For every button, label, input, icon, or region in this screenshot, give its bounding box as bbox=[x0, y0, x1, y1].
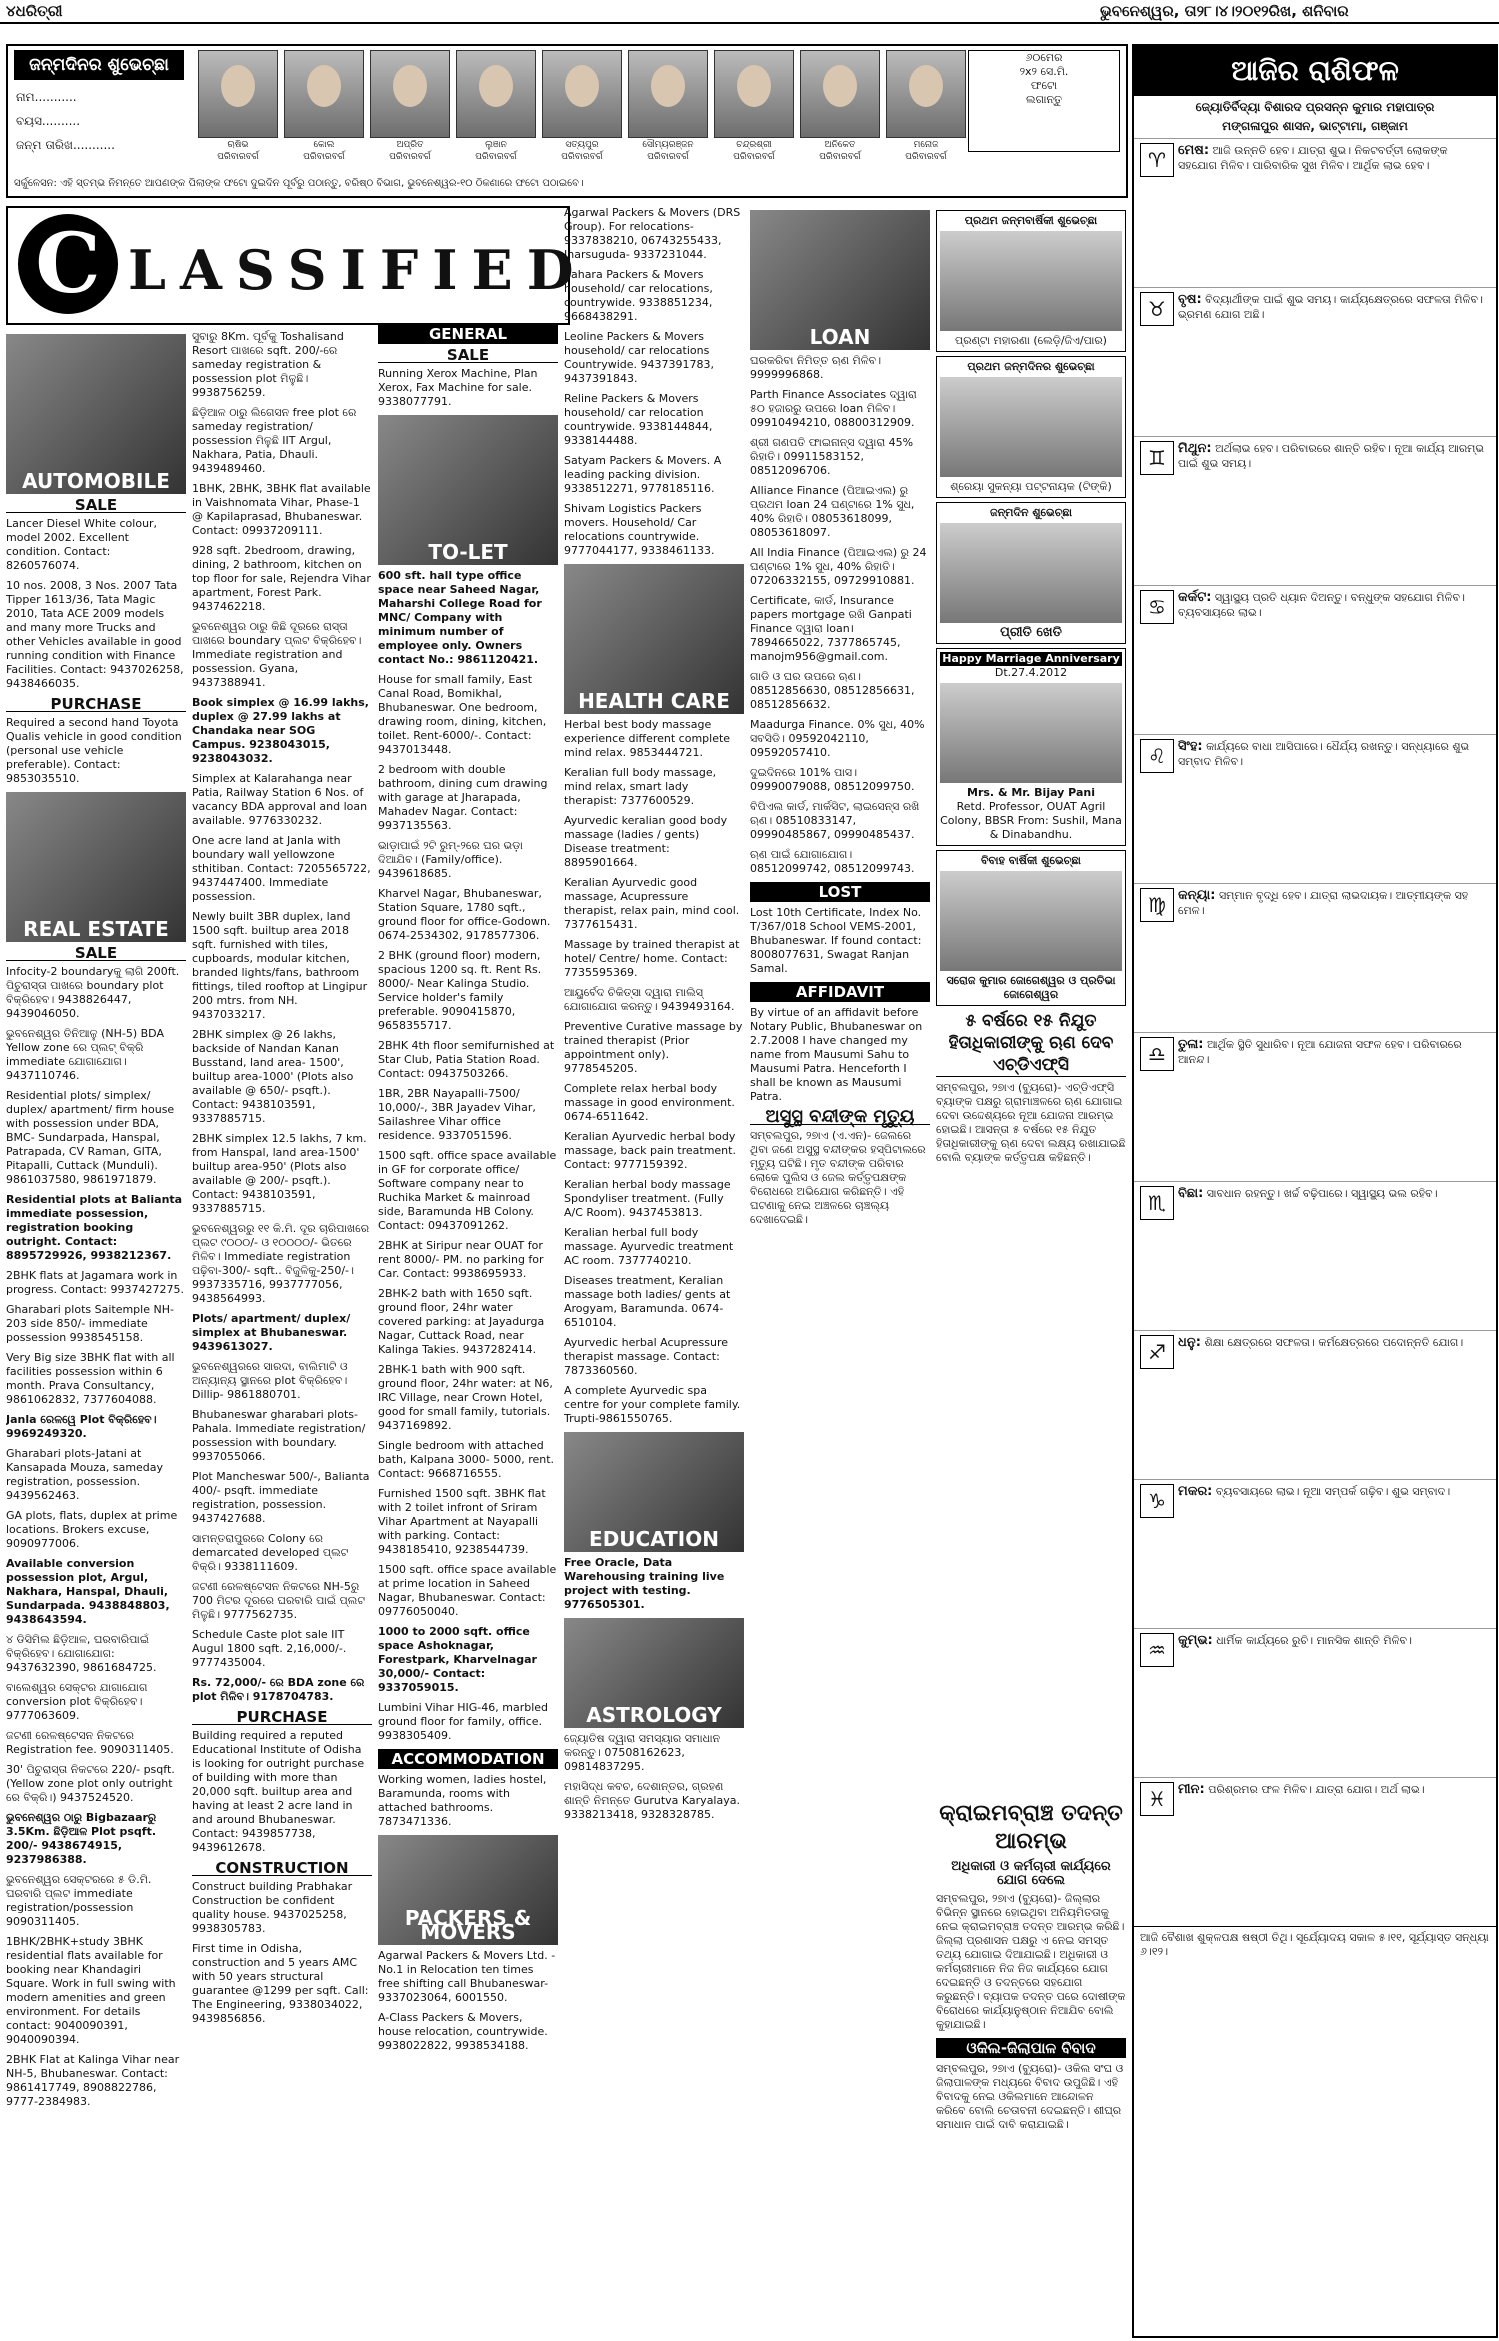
rashi-sign-aries: ♈ ମେଷ: ଆଜି ଉନ୍ନତି ହେବ। ଯାତ୍ରା ଶୁଭ। ନିକଟବର୍ତ୍ତୀ ଲୋକଙ୍କ ସହଯୋଗ ମିଳିବ। ପାରିବାରିକ ସୁଖ ମିଳିବ। ଆର୍ଥିକ ଲାଭ ହେବ। bbox=[1134, 138, 1496, 287]
classified-ad: Janla ରେଳୱେ Plot ବିକ୍ରିହେବ। 9969249320. bbox=[6, 1413, 157, 1440]
classified-ad: By virtue of an affidavit before Notary Public, Bhubaneswar on 2.7.2008 I have changed my name from Mausumi Sahu to Mausumi Patra. Henceforth I shall be known as Mausumi Patra. bbox=[750, 1006, 923, 1103]
classified-ad: Parth Finance Associates ଦ୍ୱାରା ୫୦ ହଜାରରୁ ଉପରେ loan ମିଳିବ। 09910494210, 08800312909. bbox=[750, 388, 917, 429]
column-automobile-realestate bbox=[6, 330, 186, 2330]
packers-movers-banner: PACKERS & MOVERS bbox=[378, 1835, 558, 1945]
classified-ad: 2BHK at Siripur near OUAT for rent 8000/- PM. no parking for Car. Contact: 9938695933. bbox=[378, 1239, 544, 1280]
education-banner: EDUCATION bbox=[564, 1432, 744, 1552]
classified-ad: 1500 sqft. office space available at prime location in Saheed Nagar, Bhubaneswar. Contact: 09776050040. bbox=[378, 1563, 557, 1618]
classified-ad: House for small family, East Canal Road, Bomikhal, Bhubaneswar. One bedroom, drawing room, dining, kitchen, toilet. Rent-6000/-. Contact: 9437013448. bbox=[378, 673, 547, 756]
rashifal-panel bbox=[1132, 44, 1498, 2338]
classified-ad: Lost 10th Certificate, Index No. T/367/018 School VEMS-2001, Bhubaneswar. If found contact: 8008077631, Swagat Ranjan Samal. bbox=[750, 906, 922, 975]
section-sale: SALE bbox=[6, 498, 186, 513]
section-construction: CONSTRUCTION bbox=[192, 1861, 372, 1876]
classified-ad: Running Xerox Machine, Plan Xerox, Fax Machine for sale. 9338077791. bbox=[378, 367, 538, 408]
birthday-title: ଜନ୍ମଦିନର ଶୁଭେଚ୍ଛା bbox=[14, 50, 184, 80]
pisces-icon: ♓ bbox=[1140, 1782, 1174, 1816]
classified-ad: Reline Packers & Movers household/ car relocation countrywide. 9338144844, 9338144488. bbox=[564, 392, 713, 447]
rashifal-author: ଜ୍ୟୋତିର୍ବିଦ୍ୟା ବିଶାରଦ ପ୍ରସନ୍ନ କୁମାର ମହାପାତ୍ର bbox=[1195, 100, 1435, 114]
classified-ad: ୪ ଡିସିମିଲ ଛିଡ଼ିଆଳ, ଘରବାରିପାଇଁ ବିକ୍ରିହେବ। ଯୋଗାଯୋଗ: 9437632390, 9861684725. bbox=[6, 1633, 157, 1674]
classified-word: LASSIFIED bbox=[128, 238, 588, 302]
child-photo: କୋଲ ପରିବାରବର୍ଗ bbox=[284, 50, 364, 168]
box-headline: ଓକିଲ-ଜିଲାପାଳ ବିବାଦ bbox=[936, 2038, 1126, 2058]
real-estate-banner: REAL ESTATE bbox=[6, 792, 186, 942]
child-photo: ଅନିକେତ ପରିବାରବର୍ଗ bbox=[800, 50, 880, 168]
classified-ad: ଭୁବନେଶ୍ୱରରେ ସାରଦା, ବାଲିମାଟି ଓ ଅନ୍ୟାନ୍ୟ ସ୍ଥାନରେ plot ବିକ୍ରିହେବ। Dillip- 9861880701. bbox=[192, 1360, 348, 1401]
form-field-dob: ଜନ୍ମ ତାରିଖ........... bbox=[16, 138, 115, 152]
classified-ad: ସାମନ୍ତରାପୁରରେ Colony ରେ demarcated developed ପ୍ଲଟ ବିକ୍ରି। 9338111609. bbox=[192, 1532, 349, 1573]
child-photo: ଋଷିଭ ପରିବାରବର୍ଗ bbox=[198, 50, 278, 168]
classified-ad: Gharabari plots Saitemple NH-203 side 850/- immediate possession 9938545158. bbox=[6, 1303, 174, 1344]
classified-ad: ଜଟଣୀ ରେଳଷ୍ଟେସନ ନିକଟରେ Registration fee. 9090311405. bbox=[6, 1729, 174, 1756]
classified-ad: Gharabari plots-Jatani at Kansapada Mouza, sameday registration, possession. 9439562463. bbox=[6, 1447, 164, 1502]
section-sale: SALE bbox=[6, 946, 186, 961]
classified-ad: 1500 sqft. office space available in GF for corporate office/ Software company near to Ruchika Market & mainroad side, Baramunda HB Colony. Contact: 09437091262. bbox=[378, 1149, 557, 1232]
news-body: ସମ୍ବଲପୁର, ୨୭ାଏ (ଏ.ଏନ)- ଜେଲରେ ଥିବା ଜଣେ ଅସୁସ୍ଥ ବନ୍ଦୀଙ୍କର ହସ୍ପିଟାଲରେ ମୃତ୍ୟୁ ଘଟିଛି। ମୃତ ବନ୍ଦୀଙ୍କ ପରିବାର ଲୋକେ ପୁଲିସ ଓ ଜେଲ କର୍ତ୍ତୃପକ୍ଷଙ୍କ ବିରୋଧରେ ଅଭିଯୋଗ କରିଛନ୍ତି। ଏହି ଘଟଣାକୁ ନେଇ ଅଞ୍ଚଳରେ ଚାଞ୍ଚଲ୍ୟ ଦେଖାଦେଇଛି। bbox=[750, 1129, 926, 1226]
greeting-anniversary-2: ବିବାହ ବାର୍ଷିକୀ ଶୁଭେଚ୍ଛା ସରୋଜ କୁମାର ଜୋଗେଶ୍ୱର ଓ ପ୍ରତିଭା ଜୋଗେଶ୍ୱର bbox=[936, 850, 1126, 1006]
classified-ad: One acre land at Janla with boundary wall yellowzone sthitiban. Contact: 7205565722, 9437447400. Immediate possession. bbox=[192, 834, 371, 903]
birthday-photos bbox=[198, 50, 958, 170]
classified-ad: ଶ୍ରୀ ଗଣପତି ଫାଇନାନ୍ସ ଦ୍ୱାରା 45% ରିହାତି। 09911583152, 08512096706. bbox=[750, 436, 914, 477]
photo-size-box: ୬୦ମେର ୨x୨ ସେ.ମି. ଫଟୋ ଲଗାନ୍ତୁ bbox=[968, 50, 1120, 152]
story-headline: ୫ ବର୍ଷରେ ୧୫ ନିଯୁତ ହିତାଧିକାରୀଙ୍କୁ ଋଣ ଦେବ ଏଚ୍‌ଡିଏଫ୍‌ସି bbox=[936, 1010, 1126, 1077]
classified-ad: Massage by trained therapist at hotel/ Centre/ home. Contact: 7735595369. bbox=[564, 938, 740, 979]
classified-ad: 2 bedroom with double bathroom, dining cum drawing with garage at Jharapada, Mahadev Nagar. Contact: 9937135563. bbox=[378, 763, 548, 832]
classified-ad: Building required a reputed Educational Institute of Odisha is looking for outright purchase of building with more than 20,000 sqft. builtup area and having at least 2 acre land in and around Bhubaneswar. Contact: 9439857738, 9439612678. bbox=[192, 1729, 365, 1854]
column-general-tolet bbox=[378, 320, 558, 2330]
rashi-sign-leo: ♌ ସିଂହ: କାର୍ଯ୍ୟରେ ବାଧା ଆସିପାରେ। ଧୈର୍ଯ୍ୟ ରଖନ୍ତୁ। ସନ୍ଧ୍ୟାରେ ଶୁଭ ସମ୍ବାଦ ମିଳିବ। bbox=[1134, 734, 1496, 883]
classified-ad: ଜ୍ୟୋତିଷ ଦ୍ୱାରା ସମସ୍ୟାର ସମାଧାନ କରନ୍ତୁ। 07508162623, 09814837295. bbox=[564, 1732, 721, 1773]
rashi-sign-cancer: ♋ କର୍କଟ: ସ୍ୱାସ୍ଥ୍ୟ ପ୍ରତି ଧ୍ୟାନ ଦିଅନ୍ତୁ। ବନ୍ଧୁଙ୍କ ସହଯୋଗ ମିଳିବ। ବ୍ୟବସାୟରେ ଲାଭ। bbox=[1134, 585, 1496, 734]
classified-ad: Agarwal Packers & Movers (DRS Group). For relocations- 9337838210, 06743255433, Jharsuguda- 9337231044. bbox=[564, 206, 741, 261]
classified-ad: 2BHK simplex @ 26 lakhs, backside of Nandan Kanan Busstand, land area- 1500', builtup area-1000' (Plots also available @ 650/- psqft.). Contact: 9438103591, 9337885715. bbox=[192, 1028, 354, 1125]
classified-ad: Keralian herbal body massage Spondyliser treatment. (Fully A/C Room). 9437453813. bbox=[564, 1178, 731, 1219]
aquarius-icon: ♒ bbox=[1140, 1633, 1174, 1667]
cancer-icon: ♋ bbox=[1140, 590, 1174, 624]
classified-ad: Keralian Ayurvedic good massage, Acupressure therapist, relax pain, mind cool. 7377615431. bbox=[564, 876, 740, 931]
classified-ad: Complete relax herbal body massage in good environment. 0674-6511642. bbox=[564, 1082, 735, 1123]
classified-ad: A complete Ayurvedic spa centre for your complete family. Trupti-9861550765. bbox=[564, 1384, 741, 1425]
classified-ad: Kharvel Nagar, Bhubaneswar, Station Square, 1780 sqft., ground floor for office-Godown. 0674-2534302, 9178577306. bbox=[378, 887, 551, 942]
classified-ad: Very Big size 3BHK flat with all facilities possession within 6 month. Prava Consultancy, 9861062832, 7377604088. bbox=[6, 1351, 175, 1406]
classified-ad: Ayurvedic keralian good body massage (ladies / gents) Disease treatment: 8895901664. bbox=[564, 814, 728, 869]
classified-ad: Leoline Packers & Movers household/ car relocations Countrywide. 9437391783, 9437391843. bbox=[564, 330, 714, 385]
classified-ad: Keralian Ayurvedic herbal body massage, back pain treatment. Contact: 9777159392. bbox=[564, 1130, 736, 1171]
classified-ad: ଦୁଇଦିନରେ 101% ପାସ। 09990079088, 08512099750. bbox=[750, 766, 915, 793]
box-body: ସମ୍ବଲପୁର, ୨୭ାଏ (ବ୍ୟୁରୋ)- ଓକିଲ ସଂଘ ଓ ଜିଲାପାଳଙ୍କ ମଧ୍ୟରେ ବିବାଦ ଉପୁଜିଛି। ଏହି ବିବାଦକୁ ନେଇ ଓକିଲମାନେ ଆନ୍ଦୋଳନ କରିବେ ବୋଲି ଚେତାବନୀ ଦେଇଛନ୍ତି। ଶୀଘ୍ର ସମାଧାନ ପାଇଁ ଦାବି କରାଯାଇଛି। bbox=[936, 2062, 1124, 2131]
classified-ad: 2 BHK (ground floor) modern, spacious 1200 sq. ft. Rent Rs. 8000/- Near Kalinga Studio. Service holder's family preferable. 9090415870, 9658355717. bbox=[378, 949, 542, 1032]
classified-ad: ଆୟୁର୍ବେଦ ଚିକିତ୍ସା ଦ୍ୱାରା ମାଲିସ୍ ଯୋଗାଯୋଗ କରନ୍ତୁ। 9439493164. bbox=[564, 986, 735, 1013]
section-sale: SALE bbox=[378, 348, 558, 363]
classified-ad: ଗାଡି ଓ ଘର ଉପରେ ଋଣ। 08512856630, 08512856631, 08512856632. bbox=[750, 670, 915, 711]
section-affidavit: AFFIDAVIT bbox=[750, 982, 930, 1002]
child-photo: ଅପ୍ରିତ ପରିବାରବର୍ଗ bbox=[370, 50, 450, 168]
section-lost: LOST bbox=[750, 882, 930, 902]
classified-ad: Residential plots at Balianta immediate possession, registration booking outright. Contact: 8895729926, 9938212367. bbox=[6, 1193, 183, 1262]
crime-branch-story bbox=[936, 1800, 1126, 2330]
classified-ad: Lancer Diesel White colour, model 2002. Excellent condition. Contact: 8260576074. bbox=[6, 517, 158, 572]
column-health-education bbox=[564, 206, 744, 2330]
to-let-banner: TO-LET bbox=[378, 415, 558, 565]
classified-ad: Schedule Caste plot sale IIT Augul 1800 sqft. 2,16,000/-. 9777435004. bbox=[192, 1628, 347, 1669]
classified-ad: Plot Mancheswar 500/-, Balianta 400/- psqft. immediate registration, possession. 9437427688. bbox=[192, 1470, 370, 1525]
rashi-sign-gemini: ♊ ମିଥୁନ: ଅର୍ଥଲାଭ ହେବ। ପରିବାରରେ ଶାନ୍ତି ରହିବ। ନୂଆ କାର୍ଯ୍ୟ ଆରମ୍ଭ ପାଇଁ ଶୁଭ ସମୟ। bbox=[1134, 436, 1496, 585]
rashi-sign-scorpio: ♏ ବିଛା: ସାବଧାନ ରହନ୍ତୁ। ଖର୍ଚ୍ଚ ବଢ଼ିପାରେ। ସ୍ୱାସ୍ଥ୍ୟ ଭଲ ରହିବ। bbox=[1134, 1181, 1496, 1330]
classified-ad: Free Oracle, Data Warehousing training live project with testing. 9776505301. bbox=[564, 1556, 725, 1611]
classified-ad: Shivam Logistics Packers movers. Household/ Car relocations countrywide. 9777044177, 9338461133. bbox=[564, 502, 715, 557]
classified-ad: Herbal best body massage experience different complete mind relax. 9853444721. bbox=[564, 718, 731, 759]
classified-ad: 1BHK, 2BHK, 3BHK flat available in Vaishnomata Vihar, Phase-1 @ Kapilaprasad, Bhubaneswar. Contact: 09937209111. bbox=[192, 482, 371, 537]
classified-ad: Keralian herbal full body massage. Ayurvedic treatment AC room. 7377740210. bbox=[564, 1226, 734, 1267]
classified-ad: Bhubaneswar gharabari plots-Pahala. Immediate registration/ possession with boundary. 9937055066. bbox=[192, 1408, 366, 1463]
classified-ad: 1BR, 2BR Nayapalli-7500/ 10,000/-, 3BR Jayadev Vihar, Sailashree Vihar office residence. 9337051596. bbox=[378, 1087, 536, 1142]
classified-ad: Satyam Packers & Movers. A leading packing division. 9338512271, 9778185116. bbox=[564, 454, 722, 495]
classified-ad: 30' ପିଚୁରାସ୍ତା ନିକଟରେ 220/- psqft. (Yellow zone plot only outright ରେ ବିକ୍ରି।) 9437524520. bbox=[6, 1763, 175, 1804]
classified-ad: Book simplex @ 16.99 lakhs, duplex @ 27.99 lakhs at Chandaka near SOG Campus. 9238043015, 9238043032. bbox=[192, 696, 369, 765]
birthday-note: ସର୍କୁଳେସନ: ଏହି ସ୍ତମ୍ଭ ନିମନ୍ତେ ଆପଣଙ୍କ ପିଲାଙ୍କ ଫଟୋ ଦୁଇଦିନ ପୂର୍ବରୁ ପଠାନ୍ତୁ, ବରିଷ୍ଠ ବିଭାଗ, ଭୁବନେଶ୍ୱର-୧୦ ଠିକଣାରେ ଫଟୋ ପଠାଇବେ। bbox=[14, 178, 584, 189]
child-photo: ସୌମ୍ୟରଞ୍ଜନ ପରିବାରବର୍ଗ bbox=[628, 50, 708, 168]
libra-icon: ♎ bbox=[1140, 1037, 1174, 1071]
classified-ad: Single bedroom with attached bath, Kalpana 3000- 5000, rent. Contact: 9668716555. bbox=[378, 1439, 555, 1480]
column-greetings bbox=[936, 206, 1126, 1796]
classified-ad: Diseases treatment, Keralian massage both ladies/ gents at Arogyam, Baramunda. 0674-6510104. bbox=[564, 1274, 731, 1329]
health-care-banner: HEALTH CARE bbox=[564, 564, 744, 714]
story-headline: କ୍ରାଇମବ୍ରାଞ୍ଚ ତଦନ୍ତ ଆରମ୍ଭ bbox=[939, 1801, 1123, 1854]
classified-ad: Infocity-2 boundaryକୁ ଲାଗି 200ft. ପିଚୁରାସ୍ତା ପାଖରେ boundary plot ବିକ୍ରିହେବ। 9438826447, 9439046050. bbox=[6, 965, 180, 1020]
classified-ad: ଭୁବନେଶ୍ୱର ସେକ୍ଟରରେ ୫ ଡି.ମି. ଘରବାରି ପ୍ଲଟ immediate registration/possession 9090311405. bbox=[6, 1873, 152, 1928]
classified-ad: Furnished 1500 sqft. 3BHK flat with 2 toilet infront of Sriram Vihar Apartment at Nayapalli with parking. Contact: 9438185410, 9238544739. bbox=[378, 1487, 546, 1556]
classified-ad: 2BHK simplex 12.5 lakhs, 7 km. from Hanspal, land area-1500' builtup area-950' (Plots also available @ 200/- psqft.). Contact: 9438103591, 9337885715. bbox=[192, 1132, 367, 1215]
classified-ad: 928 sqft. 2bedroom, drawing, dining, 2 bathroom, kitchen on top floor for sale, Rejendra Vihar apartment, Forest Park. 9437462218. bbox=[192, 544, 371, 613]
taurus-icon: ♉ bbox=[1140, 292, 1174, 326]
classified-ad: Ayurvedic herbal Acupressure therapist massage. Contact: 7873360560. bbox=[564, 1336, 729, 1377]
rashi-sign-virgo: ♍ କନ୍ୟା: ସମ୍ମାନ ବୃଦ୍ଧି ହେବ। ଯାତ୍ରା ଲାଭଦାୟକ। ଆତ୍ମୀୟଙ୍କ ସହ ମେଳ। bbox=[1134, 883, 1496, 1032]
column-property bbox=[192, 330, 372, 2330]
column-loan-lost bbox=[750, 206, 930, 2330]
rashi-sign-pisces: ♓ ମୀନ: ପରିଶ୍ରମର ଫଳ ମିଳିବ। ଯାତ୍ରା ଯୋଗ। ଅର୍ଥ ଲାଭ। bbox=[1134, 1777, 1496, 1926]
classified-ad: ଭୁବନେଶ୍ୱର ଠାରୁ Bigbazaarରୁ 3.5Km. ଛିଡ଼ିଆଳ Plot psqft. 200/- 9438674915, 9237986388. bbox=[6, 1811, 157, 1866]
child-photo: ଲୁଞାନ ପରିବାରବର୍ଗ bbox=[456, 50, 536, 168]
astrology-banner: ASTROLOGY bbox=[564, 1618, 744, 1728]
classified-ad: Plots/ apartment/ duplex/ simplex at Bhubaneswar. 9439613027. bbox=[192, 1312, 351, 1353]
classified-ad: ମହାସିଦ୍ଧ କବଚ, ଦେଶାନ୍ତର, ଗ୍ରହଣ ଶାନ୍ତି ନିମନ୍ତେ Gurutva Karyalaya. 9338213418, 9328328785. bbox=[564, 1780, 740, 1821]
section-accommodation: ACCOMMODATION bbox=[378, 1749, 558, 1769]
classified-ad: Certificate, କାର୍ଡ, Insurance papers mortgage ରଖି Ganpati Finance ଦ୍ୱାରା loan। 7894665022, 7377865745, manojm956@gmail.com. bbox=[750, 594, 912, 663]
rashifal-footer: ଆଜି ବୈଶାଖ ଶୁକ୍ଳପକ୍ଷ ଷଷ୍ଠୀ ତିଥି। ସୂର୍ଯ୍ୟୋଦୟ ସକାଳ ୫।୧୧, ସୂର୍ଯ୍ୟାସ୍ତ ସନ୍ଧ୍ୟା ୬।୧୨। bbox=[1134, 1926, 1496, 1963]
classified-initial: C bbox=[18, 214, 118, 314]
classified-ad: 10 nos. 2008, 3 Nos. 2007 Tata Tipper 1613/36, Tata Magic 2010, Tata ACE 2009 models and many more Trucks and other Vehicles available in good running condition with Finance Facilities. Contact: 9437026258, 9438466035. bbox=[6, 579, 184, 690]
classified-ad: A-Class Packers & Movers, house relocation, countrywide. 9938022822, 9938534188. bbox=[378, 2011, 548, 2052]
rashi-sign-aquarius: ♒ କୁମ୍ଭ: ଧାର୍ମିକ କାର୍ଯ୍ୟରେ ରୁଚି। ମାନସିକ ଶାନ୍ତି ମିଳିବ। bbox=[1134, 1628, 1496, 1777]
rashifal-place: ମଙ୍ଗଳାପୁର ଶାସନ, ଭାଟ୍ଟାମା, ଗଞ୍ଜାମ bbox=[1222, 119, 1408, 133]
classified-ad: Required a second hand Toyota Qualis vehicle in good condition (personal use vehicle preferable). Contact: 9853035510. bbox=[6, 716, 182, 785]
classified-ad: 2BHK-2 bath with 1650 sqft. ground floor, 24hr water covered parking: at Jayadurga Nagar, Cuttack Road, near Kalinga Takies. 9437282414. bbox=[378, 1287, 545, 1356]
classified-ad: ଭାଡ଼ାପାଇଁ ୨ଟି ରୁମ୍-୨ରେ ଘର ଭଡ଼ା ଦିଆଯିବ। (Family/office). 9439618685. bbox=[378, 839, 523, 880]
child-photo: ମନୋଜ ପରିବାରବର୍ଗ bbox=[886, 50, 966, 168]
classified-ad: ଭୁବନେଶ୍ୱର ତିନିଆଳୁ (NH-5) BDA Yellow zone ରେ ପ୍ଲଟ୍ ବିକ୍ରି immediate ଯୋଗାଯୋଗ। 9437110746. bbox=[6, 1027, 164, 1082]
rashi-sign-sagittarius: ♐ ଧନୁ: ଶିକ୍ଷା କ୍ଷେତ୍ରରେ ସଫଳତା। କର୍ମକ୍ଷେତ୍ରରେ ପଦୋନ୍ନତି ଯୋଗ। bbox=[1134, 1330, 1496, 1479]
classified-ad: ସୁବାରୁ 8Km. ପୂର୍ବକୁ Toshalisand Resort ପାଖରେ sqft. 200/-ରେ sameday registration & possession plot ମିଳୁଛି। 9938756259. bbox=[192, 330, 344, 399]
loan-banner: LOAN bbox=[750, 210, 930, 350]
form-field-name: ନାମ........... bbox=[16, 90, 77, 104]
classified-ad: ଜଟଣୀ ରେଳଷ୍ଟେସନ ନିକଟରେ NH-5ରୁ 700 ମିଟର ଦୂରରେ ଘରବାରି ପାଇଁ ପ୍ଲଟ ମିଳୁଛି। 9777562735. bbox=[192, 1580, 365, 1621]
classified-ad: All India Finance (ପିଆଇଏଲ) ରୁ 24 ଘଣ୍ଟାରେ 1% ସୁଧ, 40% ରିହାତି। 07206332155, 09729910881. bbox=[750, 546, 927, 587]
classified-ad: First time in Odisha, construction and 5 years AMC with 50 years structural guarantee @1299 per sqft. Call: The Engineering, 9338034022, 9439856856. bbox=[192, 1942, 369, 2025]
classified-ad: 1000 to 2000 sqft. office space Ashoknagar, Forestpark, Kharvelnagar 30,000/- Contact: 9337059015. bbox=[378, 1625, 537, 1694]
scorpio-icon: ♏ bbox=[1140, 1186, 1174, 1220]
classified-ad: Working women, ladies hostel, Baramunda, rooms with attached bathrooms. 7873471336. bbox=[378, 1773, 547, 1828]
classified-ad: ଘରକରିବା ନିମିତ୍ତ ଋଣ ମିଳିବ। 9999996868. bbox=[750, 354, 882, 381]
classified-ad: Lumbini Vihar HIG-46, marbled ground floor for family, office. 9938305409. bbox=[378, 1701, 549, 1742]
rashi-sign-libra: ♎ ତୁଳା: ଆର୍ଥିକ ସ୍ଥିତି ସୁଧାରିବ। ନୂଆ ଯୋଜନା ସଫଳ ହେବ। ପରିବାରରେ ଆନନ୍ଦ। bbox=[1134, 1032, 1496, 1181]
child-photo: ଚନ୍ଦ୍ରଶ୍ରୀ ପରିବାରବର୍ଗ bbox=[714, 50, 794, 168]
story-body: ସମ୍ବଲପୁର, ୨୭ାଏ (ବ୍ୟୁରୋ)- ଏଚ୍‌ଡିଏଫ୍‌ସି ବ୍ୟାଙ୍କ ପକ୍ଷରୁ ଗ୍ରାମାଞ୍ଚଳରେ ଋଣ ଯୋଗାଇ ଦେବା ଉଦ୍ଦେଶ୍ୟରେ ନୂଆ ଯୋଜନା ଆରମ୍ଭ ହୋଇଛି। ଆସନ୍ତା ୫ ବର୍ଷରେ ୧୫ ନିଯୁତ ହିତାଧିକାରୀଙ୍କୁ ଋଣ ଦେବା ଲକ୍ଷ୍ୟ ରଖାଯାଇଛି ବୋଲି ବ୍ୟାଙ୍କ କର୍ତ୍ତୃପକ୍ଷ କହିଛନ୍ତି। bbox=[936, 1081, 1126, 1164]
classified-ad: 2BHK 4th floor semifurnished at Star Club, Patia Station Road. Contact: 09437503266. bbox=[378, 1039, 555, 1080]
classified-ad: ଋଣ ପାଇଁ ଯୋଗାଯୋଗ। 08512099742, 08512099743. bbox=[750, 848, 915, 875]
classified-ad: Agarwal Packers & Movers Ltd. - No.1 in Relocation ten times free shifting call Bhubaneswar- 9337023064, 6001550. bbox=[378, 1949, 556, 2004]
classified-ad: Sahara Packers & Movers household/ car relocations, countrywide. 9338851234, 9668438291. bbox=[564, 268, 713, 323]
aries-icon: ♈ bbox=[1140, 143, 1174, 177]
news-headline: ଅସୁସ୍ଥ ବନ୍ଦୀଙ୍କ ମୃତ୍ୟୁ bbox=[750, 1110, 930, 1125]
sagittarius-icon: ♐ bbox=[1140, 1335, 1174, 1369]
classified-banner bbox=[6, 206, 588, 325]
classified-ad: Available conversion possession plot, Argul, Nakhara, Hanspal, Dhauli, Sundarpada. 9438848803, 9438643594. bbox=[6, 1557, 170, 1626]
classified-ad: 2BHK-1 bath with 900 sqft. ground floor, 24hr water: at N6, IRC Village, near Crown Hotel, good for small family, tutorials. 9437169892. bbox=[378, 1363, 553, 1432]
classified-ad: Alliance Finance (ପିଆଇଏଲ) ରୁ ପ୍ରଥମ loan 24 ଘଣ୍ଟାରେ 1% ସୁଧ, 40% ରିହାତି। 08053618099, 08053618097. bbox=[750, 484, 915, 539]
capricorn-icon: ♑ bbox=[1140, 1484, 1174, 1518]
classified-ad: Maadurga Finance. 0% ସୁଧ, 40% ସବସିଡି। 09592042110, 09592057410. bbox=[750, 718, 925, 759]
classified-ad: ବାଲେଶ୍ୱର ସେକ୍ଟର ଯାଗାଯୋଗ conversion plot ବିକ୍ରିହେବ। 9777063609. bbox=[6, 1681, 148, 1722]
rashi-sign-capricorn: ♑ ମକର: ବ୍ୟବସାୟରେ ଲାଭ। ନୂଆ ସମ୍ପର୍କ ଗଢ଼ିବ। ଶୁଭ ସମ୍ବାଦ। bbox=[1134, 1479, 1496, 1628]
classified-ad: Keralian full body massage, mind relax, smart lady therapist: 7377600529. bbox=[564, 766, 717, 807]
form-field-age: ବୟସ.......... bbox=[16, 114, 81, 128]
virgo-icon: ♍ bbox=[1140, 888, 1174, 922]
classified-ad: GA plots, flats, duplex at prime locations. Brokers excuse, 9090977006. bbox=[6, 1509, 178, 1550]
classified-ad: 1BHK/2BHK+study 3BHK residential flats available for booking near Khandagiri Square. Work in full swing with modern amenities and green environment. For details contact: 9040090391, 9040090394. bbox=[6, 1935, 176, 2046]
classified-ad: ବିପିଏଲ କାର୍ଡ, ମାର୍କସିଟ, ଲାଇସେନ୍ସ ରଖି ଋଣ। 08510833147, 09990485867, 09990485437. bbox=[750, 800, 920, 841]
child-photo: ସତ୍ୟପୁର ପରିବାରବର୍ଗ bbox=[542, 50, 622, 168]
classified-ad: 2BHK Flat at Kalinga Vihar near NH-5, Bhubaneswar. Contact: 9861417749, 8908822786, 9777-2384983. bbox=[6, 2053, 180, 2108]
section-purchase: PURCHASE bbox=[6, 697, 186, 712]
story-subhead: ଅଧିକାରୀ ଓ କର୍ମଚାରୀ କାର୍ଯ୍ୟରେ ଯୋଗ ଦେଲେ bbox=[951, 1859, 1111, 1888]
masthead bbox=[0, 0, 1499, 24]
rashi-sign-taurus: ♉ ବୃଷ: ବିଦ୍ୟାର୍ଥୀଙ୍କ ପାଇଁ ଶୁଭ ସମୟ। କାର୍ଯ୍ୟକ୍ଷେତ୍ରରେ ସଫଳତା ମିଳିବ। ଭ୍ରମଣ ଯୋଗ ଅଛି। bbox=[1134, 287, 1496, 436]
story-body: ସମ୍ବଲପୁର, ୨୭ାଏ (ବ୍ୟୁରୋ)- ଜିଲ୍ଲାର ବିଭିନ୍ନ ସ୍ଥାନରେ ହୋଇଥିବା ଅନିୟମିତତାକୁ ନେଇ କ୍ରାଇମବ୍ରାଞ୍ଚ ତଦନ୍ତ ଆରମ୍ଭ କରିଛି। ଜିଲ୍ଲା ପ୍ରଶାସନ ପକ୍ଷରୁ ଏ ନେଇ ସମସ୍ତ ତଥ୍ୟ ଯୋଗାଇ ଦିଆଯାଇଛି। ଅଧିକାରୀ ଓ କର୍ମଚାରୀମାନେ ନିଜ ନିଜ କାର୍ଯ୍ୟରେ ଯୋଗ ଦେଇଛନ୍ତି ଓ ତଦନ୍ତରେ ସହଯୋଗ କରୁଛନ୍ତି। ବ୍ୟାପକ ତଦନ୍ତ ପରେ ଦୋଷୀଙ୍କ ବିରୋଧରେ କାର୍ଯ୍ୟାନୁଷ୍ଠାନ ନିଆଯିବ ବୋଲି କୁହାଯାଇଛି। bbox=[936, 1892, 1126, 2031]
leo-icon: ♌ bbox=[1140, 739, 1174, 773]
automobile-banner: AUTOMOBILE bbox=[6, 334, 186, 494]
greeting-anniversary: Happy Marriage Anniversary Dt.27.4.2012 Mrs. & Mr. Bijay Pani Retd. Professor, OUAT Agril Colony, BBSR From: Sushil, Mana & Dinabandhu. bbox=[936, 648, 1126, 846]
date-line: ଭୁବନେଶ୍ୱର, ତା୨୮।୪।୨୦୧୨ରିଖ, ଶନିବାର bbox=[1100, 2, 1349, 20]
classified-ad: Residential plots/ simplex/ duplex/ apartment/ firm house with possession under BDA, BMC- Sundarpada, Hanspal, Patrapada, CV Raman, GITA, Pitapalli, Cuttack (Munduli). 9861037580, 9861971879. bbox=[6, 1089, 175, 1186]
classified-ad: 600 sft. hall type office space near Saheed Nagar, Maharshi College Road for MNC/ Company with minimum number of employee only. Owners contact No.: 9861120421. bbox=[378, 569, 542, 666]
classified-ad: ଛିଡ଼ିଆଳ ଠାରୁ ଲିଗେସନ free plot ରେ sameday registration/ possession ମିଳୁଛି IIT Argul, Nakhara, Patia, Dhauli. 9439489460. bbox=[192, 406, 357, 475]
classified-ad: ଭୁବନେଶ୍ୱର ଠାରୁ କିଛି ଦୂରରେ ରାସ୍ତା ପାଖରେ boundary ପ୍ଲଟ ବିକ୍ରିହେବ। Immediate registration and possession. Gyana, 9437388941. bbox=[192, 620, 362, 689]
classified-ad: Construct building Prabhakar Construction be confident quality house. 9437025258, 9938305783. bbox=[192, 1880, 353, 1935]
gemini-icon: ♊ bbox=[1140, 441, 1174, 475]
classified-ad: Newly built 3BR duplex, land 1500 sqft. builtup area 2018 sqft. furnished with tiles, cupboards, modular kitchen, branded lights/fans, bathroom fittings, tiled rooftop at Lingipur 200 mtrs. from NH. 9437033217. bbox=[192, 910, 368, 1021]
rashifal-title: ଆଜିର ରାଶିଫଳ bbox=[1134, 46, 1496, 96]
birthday-strip bbox=[6, 44, 1128, 198]
greeting-birthday-3: ଜନ୍ମଦିନ ଶୁଭେଚ୍ଛା ପ୍ରୀତି ଖେତି bbox=[936, 502, 1126, 644]
section-purchase: PURCHASE bbox=[192, 1710, 372, 1725]
page-number: ୪ଧରିତ୍ରୀ bbox=[6, 2, 63, 20]
classified-ad: Simplex at Kalarahanga near Patia, Railway Station 6 Nos. of vacancy BDA approval and loan available. 9776330232. bbox=[192, 772, 368, 827]
classified-ad: ଭୁବନେଶ୍ୱରରୁ ୧୧ କି.ମି. ଦୂର ଚାରିପାଖରେ ପ୍ଲଟ ୯୦୦୦/- ଓ ୧୦୦୦୦/- ଭିତରେ ମିଳିବ। Immediate registration ପଢ଼ିବା-300/- sqft.. ବିଜୁଳିକୁ-250/-। 9937335716, 9937777056, 9438564993. bbox=[192, 1222, 370, 1305]
classified-ad: Rs. 72,000/- ରେ BDA zone ରେ plot ମିଳିବ। 9178704783. bbox=[192, 1676, 365, 1703]
section-general: GENERAL bbox=[378, 324, 558, 344]
greeting-birthday-2: ପ୍ରଥମ ଜନ୍ମଦିନର ଶୁଭେଚ୍ଛା ଶ୍ରେୟା ସୁକନ୍ୟା ପଟ୍ଟନାୟକ (ଟିଙ୍କି) bbox=[936, 356, 1126, 498]
classified-ad: 2BHK flats at Jagamara work in progress. Contact: 9937427275. bbox=[6, 1269, 184, 1296]
classified-ad: Preventive Curative massage by trained therapist (Prior appointment only). 9778545205. bbox=[564, 1020, 743, 1075]
greeting-birthday-1: ପ୍ରଥମ ଜନ୍ମବାର୍ଷିକୀ ଶୁଭେଚ୍ଛା ପ୍ରଣ୍ଟା ମହାରଣା (ଲେଡ଼ି/ଜିଏ/ପାର) bbox=[936, 210, 1126, 352]
